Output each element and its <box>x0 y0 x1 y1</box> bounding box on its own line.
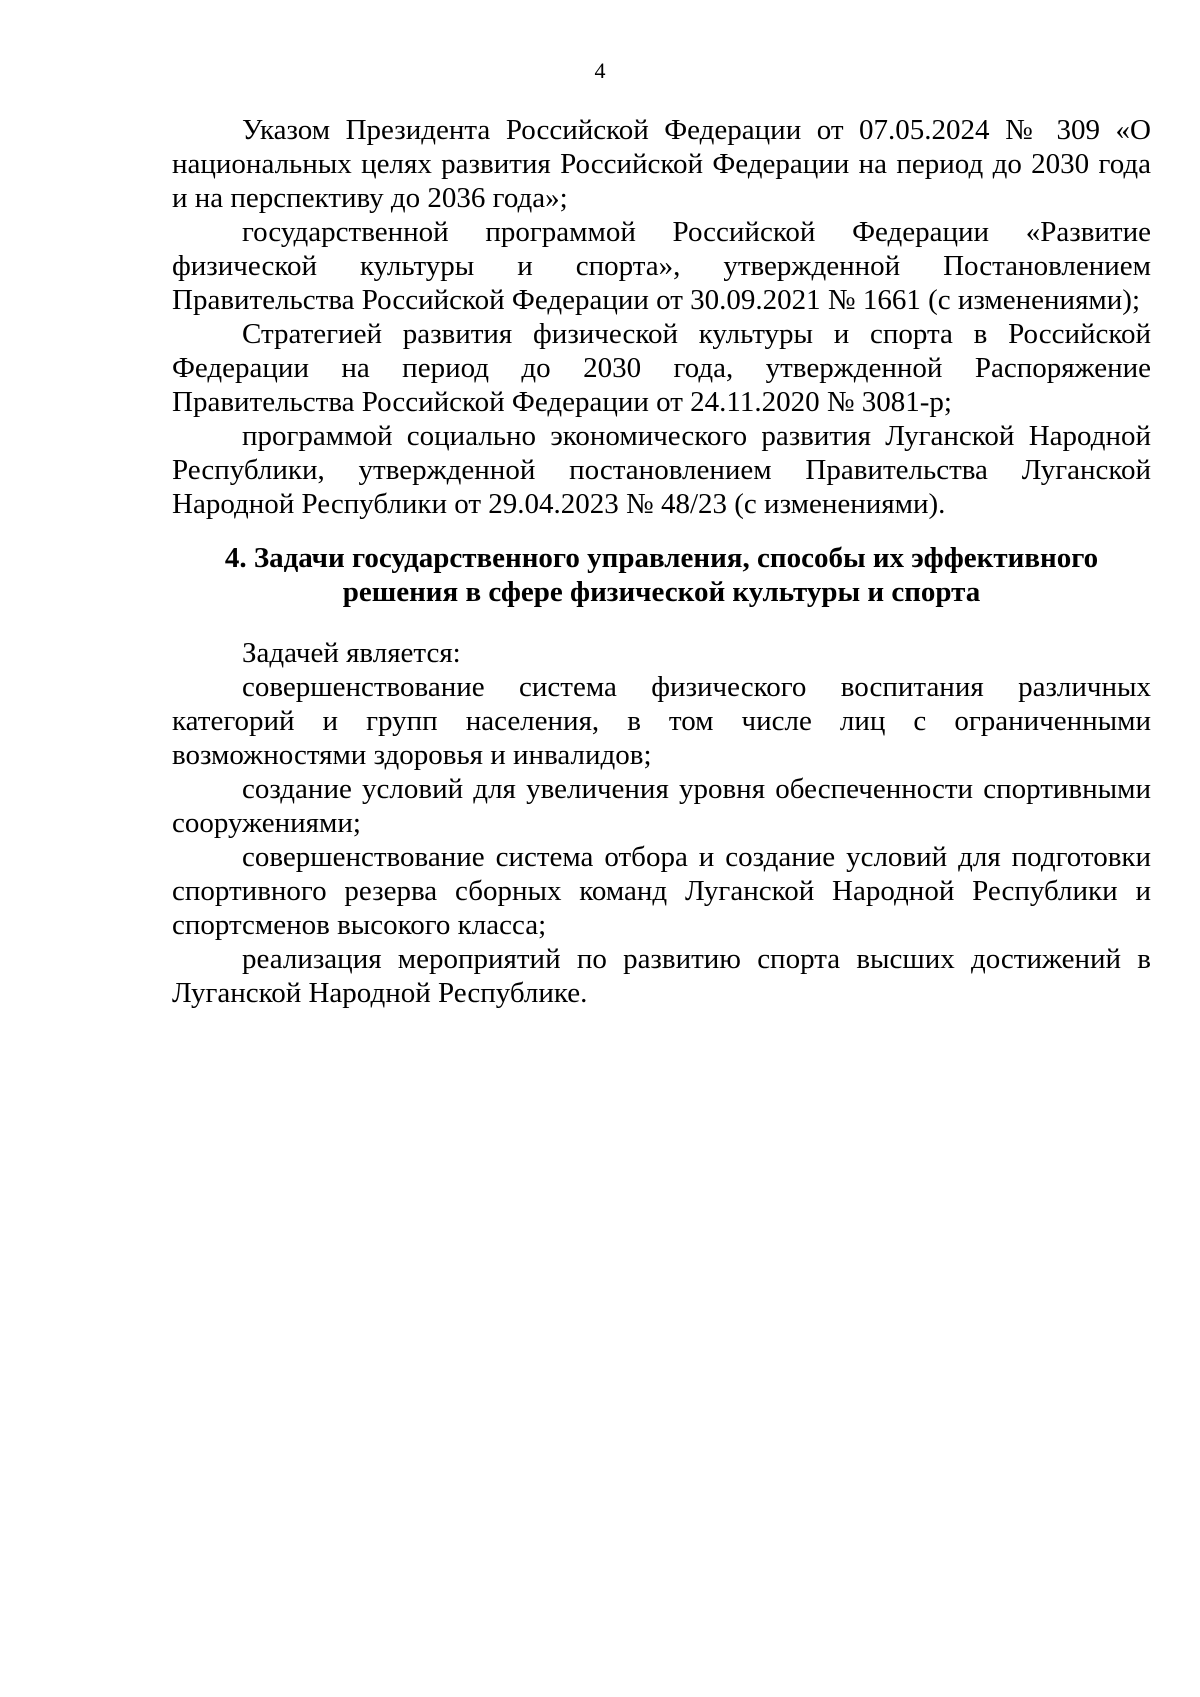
task-item: реализация мероприятий по развитию спорта высших достижений в Луганской Народной Республике. <box>172 943 1151 1009</box>
section-heading-line: решения в сфере физической культуры и спорта <box>342 576 981 608</box>
task-item: создание условий для увеличения уровня обеспеченности спортивными сооружениями; <box>172 773 1151 839</box>
task-item: совершенствование система отбора и создание условий для подготовки спортивного резерва сборных команд Луганской Народной Республики и спортсменов высокого класса; <box>172 841 1151 941</box>
legal-basis-item: Указом Президента Российской Федерации от 07.05.2024 № 309 «О национальных целях развития Российской Федерации на период до 2030 года и на перспективу до 2036 года»; <box>172 114 1151 214</box>
page-number: 4 <box>594 58 606 83</box>
section-heading-line: 4. Задачи государственного управления, способы их эффективного <box>224 542 1099 574</box>
legal-basis-list <box>172 113 1151 521</box>
section-heading <box>172 541 1151 609</box>
legal-basis-item: Стратегией развития физической культуры и спорта в Российской Федерации на период до 2030 года, утвержденной Распоряжение Правительства Российской Федерации от 24.11.2020 № 3081-р; <box>172 318 1151 418</box>
task-item: совершенствование система физического воспитания различных категорий и групп населения, в том числе лиц с ограниченными возможностями здоровья и инвалидов; <box>172 671 1151 771</box>
legal-basis-item: государственной программой Российской Федерации «Развитие физической культуры и спорта», утвержденной Постановлением Правительства Российской Федерации от 30.09.2021 № 1661 (с изменениями); <box>172 216 1151 316</box>
legal-basis-item: программой социально экономического развития Луганской Народной Республики, утвержденной постановлением Правительства Луганской Народной Республики от 29.04.2023 № 48/23 (с изменениями). <box>172 420 1151 520</box>
tasks-list <box>172 636 1151 1010</box>
tasks-lead: Задачей является: <box>242 637 461 669</box>
